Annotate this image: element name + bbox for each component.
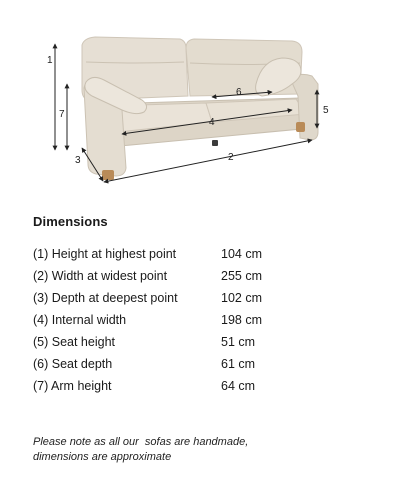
handmade-note [33,435,373,465]
dimension-label: (4) Internal width [33,313,127,327]
dimensions-list [33,243,373,397]
marker-7: 7 [59,109,65,120]
marker-4: 4 [209,117,215,128]
dimension-value: 102 cm [221,291,262,305]
dimension-value: 51 cm [221,335,256,349]
dimension-value: 255 cm [221,269,262,283]
dimension-row-width [33,265,373,287]
dimension-label: (6) Seat depth [33,357,113,371]
dimension-row-height [33,243,373,265]
note-line-1: Please note as all our sofas are handmade, [33,436,249,448]
sofa-illustration [0,0,400,200]
dimension-row-seat-depth [33,353,373,375]
note-line-2: dimensions are approximate [33,451,172,463]
dimension-label: (5) Seat height [33,335,115,349]
dimension-value: 64 cm [221,379,256,393]
dimension-value: 198 cm [221,313,262,327]
sofa-dimension-diagram [0,0,400,200]
dimension-row-depth [33,287,373,309]
dimension-value: 61 cm [221,357,256,371]
dimension-label: (2) Width at widest point [33,269,168,283]
marker-1: 1 [47,55,53,66]
marker-2: 2 [228,152,234,163]
marker-3: 3 [75,155,81,166]
dimension-label: (3) Depth at deepest point [33,291,178,305]
dimensions-heading: Dimensions [33,214,108,229]
dimension-label: (7) Arm height [33,379,112,393]
dimension-row-internal-width [33,309,373,331]
front-left-foot [102,170,114,180]
dimension-row-seat-height [33,331,373,353]
marker-6: 6 [236,87,242,98]
center-foot [212,140,218,146]
dimension-row-arm-height [33,375,373,397]
dimension-label: (1) Height at highest point [33,247,177,261]
dimension-value: 104 cm [221,247,262,261]
front-right-foot [296,122,305,132]
marker-5: 5 [323,105,329,116]
